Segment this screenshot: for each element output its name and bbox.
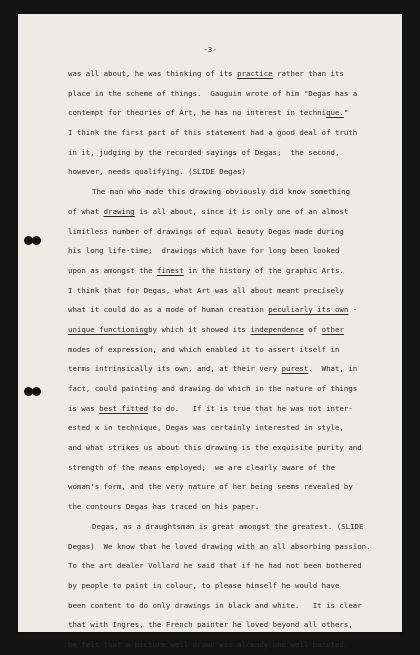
text-line bbox=[68, 418, 398, 438]
underlined-text: finest bbox=[157, 265, 184, 275]
text-run: been content to do only drawings in black and white. It is clear bbox=[68, 600, 362, 610]
text-run: to do. If it is true that he was not inter- bbox=[148, 403, 353, 413]
text-run: " bbox=[343, 108, 349, 118]
text-line bbox=[68, 615, 398, 635]
text-line bbox=[68, 379, 398, 399]
text-line bbox=[68, 399, 398, 419]
text-run: what it could do as a mode of human creation bbox=[68, 305, 269, 315]
text-line bbox=[68, 359, 398, 379]
underlined-text: best fitted bbox=[99, 403, 149, 413]
text-line bbox=[68, 458, 398, 478]
text-run: that with Ingres, the French painter he loved beyond all others, bbox=[68, 620, 353, 630]
text-run: by people to paint in colour, to please himself he would have bbox=[68, 580, 340, 590]
underlined-text: other bbox=[321, 324, 344, 334]
text-run: upon as amongst the bbox=[68, 265, 157, 275]
underlined-text: practice bbox=[237, 69, 273, 78]
text-run: in the history of the graphic Arts. bbox=[183, 265, 344, 275]
text-line bbox=[68, 143, 398, 163]
text-run: and what strikes us about this drawing is the exquisite purity and bbox=[68, 443, 362, 453]
text-run: terms intrinsically its own, and, at their very bbox=[68, 364, 282, 374]
text-run: To the art dealer Vollard he said that if he had not been bothered bbox=[68, 561, 362, 571]
text-line bbox=[68, 84, 398, 104]
text-run: Degas) We know that he loved drawing with an all absorbing passion. bbox=[68, 541, 371, 551]
underlined-text: drawing bbox=[103, 206, 135, 216]
underlined-text: unique functioning bbox=[68, 324, 149, 334]
text-line bbox=[68, 300, 398, 320]
underlined-text: purest bbox=[281, 364, 309, 374]
text-line bbox=[68, 162, 398, 182]
text-run: is all about, since it is only one of an almost bbox=[134, 206, 349, 216]
text-line bbox=[68, 340, 398, 360]
text-line bbox=[68, 635, 398, 655]
text-line bbox=[68, 477, 398, 497]
text-line bbox=[68, 596, 398, 616]
body-text bbox=[68, 64, 398, 655]
page-number: -3- bbox=[203, 45, 217, 54]
text-run: in it, judging by the recorded sayings of Degas; the second, bbox=[68, 147, 340, 157]
text-run: of what bbox=[68, 206, 104, 216]
text-line bbox=[68, 222, 398, 242]
text-line bbox=[68, 517, 398, 537]
underlined-text: independence bbox=[250, 324, 304, 334]
text-run: modes of expression, and which enabled it to assert itself in bbox=[68, 344, 340, 354]
text-line bbox=[68, 556, 398, 576]
text-run: strength of the means employed; we are clearly aware of the bbox=[68, 462, 335, 472]
text-run: by which it showed its bbox=[148, 324, 251, 334]
text-line bbox=[68, 261, 398, 281]
text-line bbox=[68, 103, 398, 123]
text-run: the contours Degas has traced on his paper. bbox=[68, 502, 260, 512]
text-run: his long life-time; drawings which have for long been looked bbox=[68, 246, 340, 256]
text-line bbox=[68, 576, 398, 596]
underlined-text: que. bbox=[326, 108, 344, 118]
text-run: ested x in technique, Degas was certainly interested in style, bbox=[68, 423, 344, 433]
text-run: The man who made this drawing obviously did know something bbox=[92, 187, 351, 197]
text-run: however, needs qualifying. (SLIDE Degas) bbox=[68, 167, 246, 177]
text-line bbox=[68, 241, 398, 261]
text-run: I think the first part of this statement had a good deal of truth bbox=[68, 128, 358, 138]
text-run: limitless number of drawings of equal beauty Degas made during bbox=[68, 226, 344, 236]
typescript-page bbox=[18, 14, 402, 649]
text-run: woman's form, and the very nature of her being seems revealed by bbox=[68, 482, 353, 492]
text-run: is was bbox=[68, 403, 100, 413]
text-run: . What, in bbox=[308, 364, 358, 374]
punch-hole-bottom-right bbox=[32, 387, 41, 396]
text-run: fact, could painting and drawing do which in the nature of things bbox=[68, 384, 358, 393]
text-run: contempt for theories of Art, he has no interest in techni bbox=[68, 108, 327, 118]
text-run: place in the scheme of things. Gauguin wrote of him "Degas has a bbox=[68, 88, 358, 98]
text-run: was all about, he was thinking of its bbox=[68, 69, 238, 78]
punch-hole-top-right bbox=[32, 236, 41, 245]
text-line bbox=[68, 202, 398, 222]
text-line bbox=[68, 123, 398, 143]
text-run: I think that for Degas, what Art was all about meant precisely bbox=[68, 285, 344, 295]
text-line bbox=[68, 320, 398, 340]
text-run: of bbox=[303, 324, 322, 334]
text-run: rather than its bbox=[272, 69, 344, 78]
text-line bbox=[68, 438, 398, 458]
text-run: - bbox=[348, 305, 358, 315]
text-line bbox=[68, 281, 398, 301]
text-run: Degas, as a draughtsman is great amongst the greatest. (SLIDE bbox=[92, 521, 364, 531]
underlined-text: peculiarly its own bbox=[268, 305, 349, 315]
text-run: he felt that a picture well drawn was already one well painted. bbox=[68, 639, 349, 649]
text-line bbox=[68, 497, 398, 517]
text-line bbox=[68, 64, 398, 84]
text-line bbox=[68, 537, 398, 557]
text-line bbox=[68, 182, 398, 202]
